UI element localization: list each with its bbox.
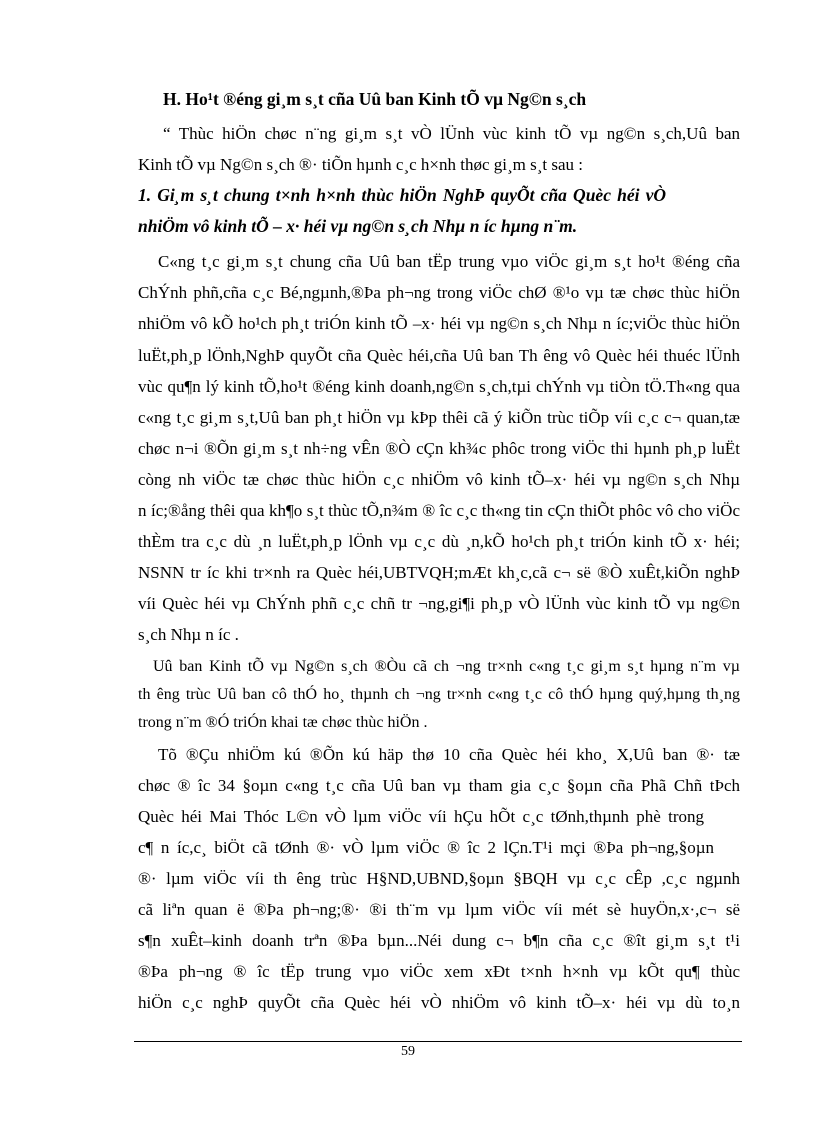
intro-line-2: Kinh tÕ vµ Ng©n s¸ch ®· tiÕn hµnh c¸c h×nh thøc gi¸m s¸t sau : [138, 155, 584, 174]
paragraph3-line: c¶ n íc,c¸ biÖt cã tØnh ®· vÒ lµm viÖc ® îc 2 lÇn.T¹i mçi ®Þa ph¬ng,§oµn [138, 838, 714, 857]
paragraph1-line: c«ng t¸c gi¸m s¸t,Uû ban ph¸t hiÖn vµ kÞp thêi cã ý kiÕn trùc tiÕp víi c¸c c¬ quan,tæ [138, 408, 740, 427]
paragraph1-line: chøc n¬i ®Õn gi¸m s¸t nh÷ng vÊn ®Ò cÇn kh¾c phôc trong viÖc thi hµnh ph¸p luËt [138, 439, 740, 458]
paragraph1-line: víi Quèc héi vµ ChÝnh phñ c¸c chñ tr ¬ng,gi¶i ph¸p vÒ lÜnh vùc kinh tÕ vµ ng©n [138, 594, 740, 613]
subheading-line-2: nhiÖm vô kinh tÕ – x· héi vµ ng©n s¸ch Nhµ n íc hµng n¨m. [138, 216, 578, 236]
section-heading: H. Ho¹t ®éng gi¸m s¸t cña Uû ban Kinh tÕ vµ Ng©n s¸ch [163, 89, 587, 109]
paragraph1-line: còng nh viÖc tæ chøc thùc hiÖn c¸c nhiÖm vô kinh tÕ–x· héi vµ ng©n s¸ch Nhµ [138, 470, 740, 489]
paragraph1-line: n íc;®ång thêi qua kh¶o s¸t thùc tÕ,n¾m ® îc c¸c th«ng tin cÇn thiÕt phôc vô cho viÖc [138, 501, 740, 520]
paragraph2-line: Uû ban Kinh tÕ vµ Ng©n s¸ch ®Òu cã ch ¬ng tr×nh c«ng t¸c gi¸m s¸t hµng n¨m vµ [153, 658, 740, 675]
intro-line-1: “ Thùc hiÖn chøc n¨ng gi¸m s¸t vÒ lÜnh vùc kinh tÕ vµ ng©n s¸ch,Uû ban [163, 124, 740, 143]
paragraph3-line: chøc ® îc 34 §oµn c«ng t¸c cña Uû ban vµ tham gia c¸c §oµn cña Phã Chñ tÞch [138, 776, 740, 795]
paragraph3-line: s¶n xuÊt–kinh doanh trªn ®Þa bµn...Néi dung c¬ b¶n cña c¸c ®ît gi¸m s¸t t¹i [138, 931, 740, 950]
paragraph3-line: cã liªn quan ë ®Þa ph¬ng;®· ®i th¨m vµ lµm viÖc víi mét sè huyÖn,x·,c¬ së [138, 900, 740, 919]
paragraph1-line: ChÝnh phñ,cña c¸c Bé,ngµnh,®Þa ph¬ng trong viÖc chØ ®¹o vµ tæ chøc thùc hiÖn [138, 283, 740, 302]
subheading-line-1: 1. Gi¸m s¸t chung t×nh h×nh thùc hiÖn NghÞ quyÕt cña Quèc héi vÒ [138, 185, 666, 205]
paragraph2-line: trong n¨m ®Ó triÓn khai tæ chøc thùc hiÖn . [138, 714, 428, 731]
paragraph3-line: ®Þa ph¬ng ® îc tËp trung vµo viÖc xem xÐt t×nh h×nh vµ kÕt qu¶ thùc [138, 962, 740, 981]
paragraph3-line: ®· lµm viÖc víi th êng trùc H§ND,UBND,§oµn §BQH vµ c¸c cÊp ,c¸c ngµnh [138, 869, 740, 888]
paragraph1-line: C«ng t¸c gi¸m s¸t chung cña Uû ban tËp trung vµo viÖc gi¸m s¸t ho¹t ®éng cña [158, 252, 740, 271]
paragraph1-line: nhiÖm vô kÕ ho¹ch ph¸t triÓn kinh tÕ –x· héi vµ ng©n s¸ch Nhµ n íc;viÖc thùc hiÖn [138, 314, 740, 333]
paragraph1-line: NSNN tr íc khi tr×nh ra Quèc héi,UBTVQH;mÆt kh¸c,cã c¬ së ®Ò xuÊt,kiÕn nghÞ [138, 563, 740, 582]
paragraph1-line: s¸ch Nhµ n íc . [138, 625, 239, 644]
page-number: 59 [401, 1044, 415, 1059]
paragraph1-line: vùc qu¶n lý kinh tÕ,ho¹t ®éng kinh doanh,ng©n s¸ch,tµi chÝnh vµ tiÒn tÖ.Th«ng qua [138, 377, 740, 396]
paragraph2-line: th êng trùc Uû ban cô thÓ ho¸ thµnh ch ¬ng tr×nh c«ng t¸c cô thÓ hµng quý,hµng th¸ng [138, 686, 740, 703]
paragraph3-line: Quèc héi Mai Thóc L©n vÒ lµm viÖc víi hÇu hÕt c¸c tØnh,thµnh phè trong [138, 807, 704, 826]
footer-divider [134, 1041, 742, 1042]
paragraph1-line: luËt,ph¸p lÖnh,NghÞ quyÕt cña Quèc héi,cña Uû ban Th êng vô Quèc héi thuéc lÜnh [138, 346, 740, 365]
paragraph3-line: Tõ ®Çu nhiÖm kú ®Õn kú häp thø 10 cña Quèc héi kho¸ X,Uû ban ®· tæ [158, 745, 740, 764]
paragraph3-line: hiÖn c¸c nghÞ quyÕt cña Quèc héi vÒ nhiÖm vô kinh tÕ–x· héi vµ dù to¸n [138, 993, 740, 1012]
paragraph1-line: thÈm tra c¸c dù ¸n luËt,ph¸p lÖnh vµ c¸c dù ¸n,kÕ ho¹ch ph¸t triÓn kinh tÕ x· héi; [138, 532, 740, 551]
